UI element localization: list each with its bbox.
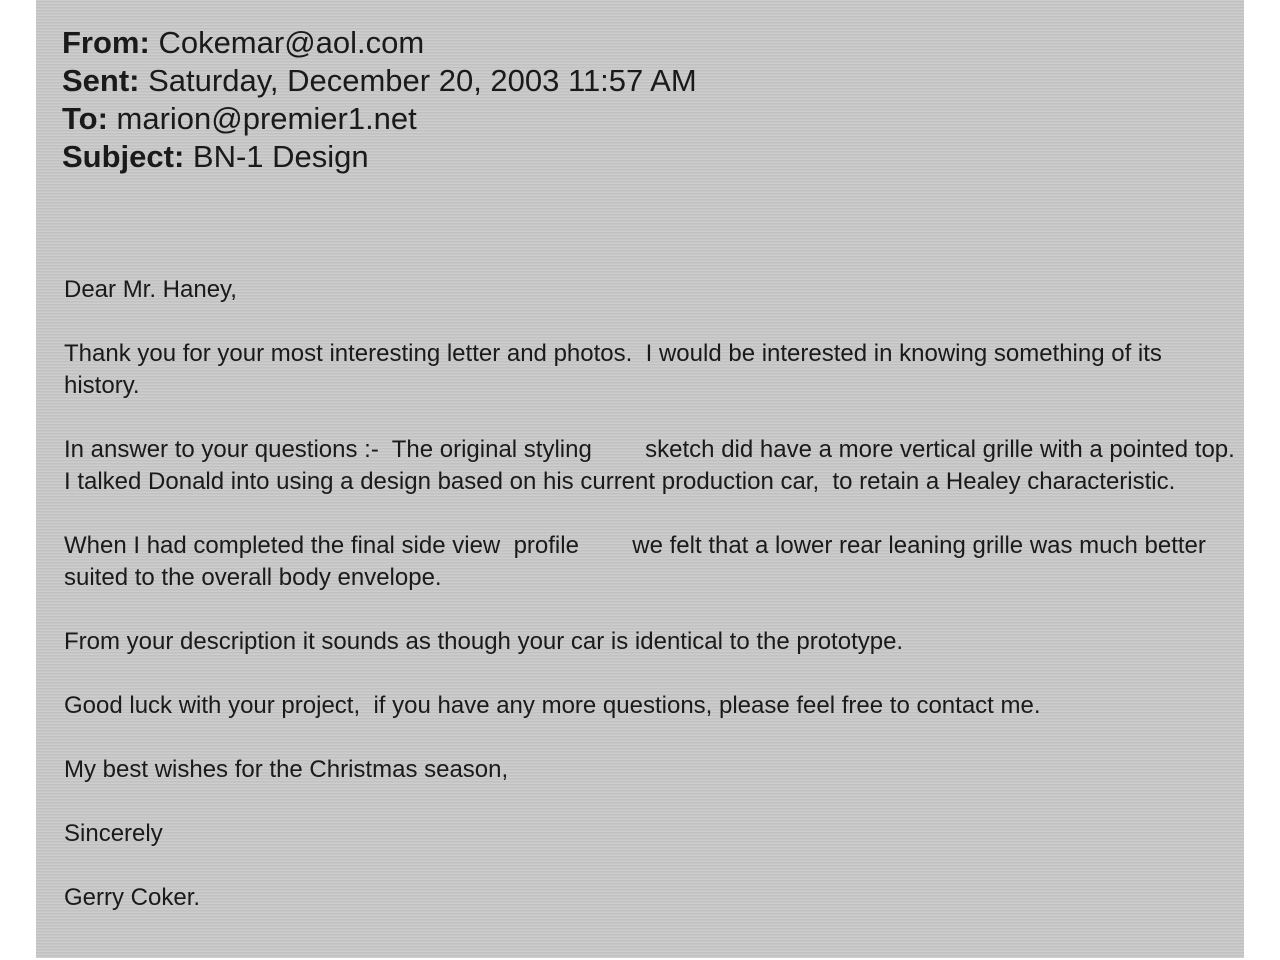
paragraph-good-luck: Good luck with your project, if you have any more questions, please feel free to contact me. <box>64 692 1041 719</box>
letter-body <box>64 274 1249 914</box>
sent-value: Saturday, December 20, 2003 11:57 AM <box>139 63 697 98</box>
email-header <box>62 24 697 176</box>
subject-row <box>62 138 697 176</box>
paragraph-answer: In answer to your questions :- The original styling sketch did have a more vertical grille with a pointed top. I talked Donald into using a design based on his current production car, to retain a Healey characteristic. <box>64 436 1249 495</box>
paragraph-wishes: My best wishes for the Christmas season, <box>64 756 509 783</box>
sent-label: Sent: <box>62 63 140 98</box>
from-label: From: <box>62 25 150 60</box>
signature: Gerry Coker. <box>64 884 201 911</box>
subject-value: BN-1 Design <box>184 139 369 174</box>
paragraph-thanks: Thank you for your most interesting letter and photos. I would be interested in knowing something of its history. <box>64 340 1169 399</box>
sent-row <box>62 62 697 100</box>
subject-label: Subject: <box>62 139 185 174</box>
email-printout <box>36 0 1249 958</box>
paragraph-profile: When I had completed the final side view profile we felt that a lower rear leaning grille was much better suited to the overall body envelope. <box>64 532 1213 591</box>
greeting: Dear Mr. Haney, <box>64 276 237 303</box>
closing: Sincerely <box>64 820 163 847</box>
to-value: marion@premier1.net <box>107 101 417 136</box>
to-row <box>62 100 697 138</box>
to-label: To: <box>62 101 108 136</box>
from-row <box>62 24 697 62</box>
paragraph-description: From your description it sounds as though your car is identical to the prototype. <box>64 628 904 655</box>
from-value: Cokemar@aol.com <box>149 25 425 60</box>
